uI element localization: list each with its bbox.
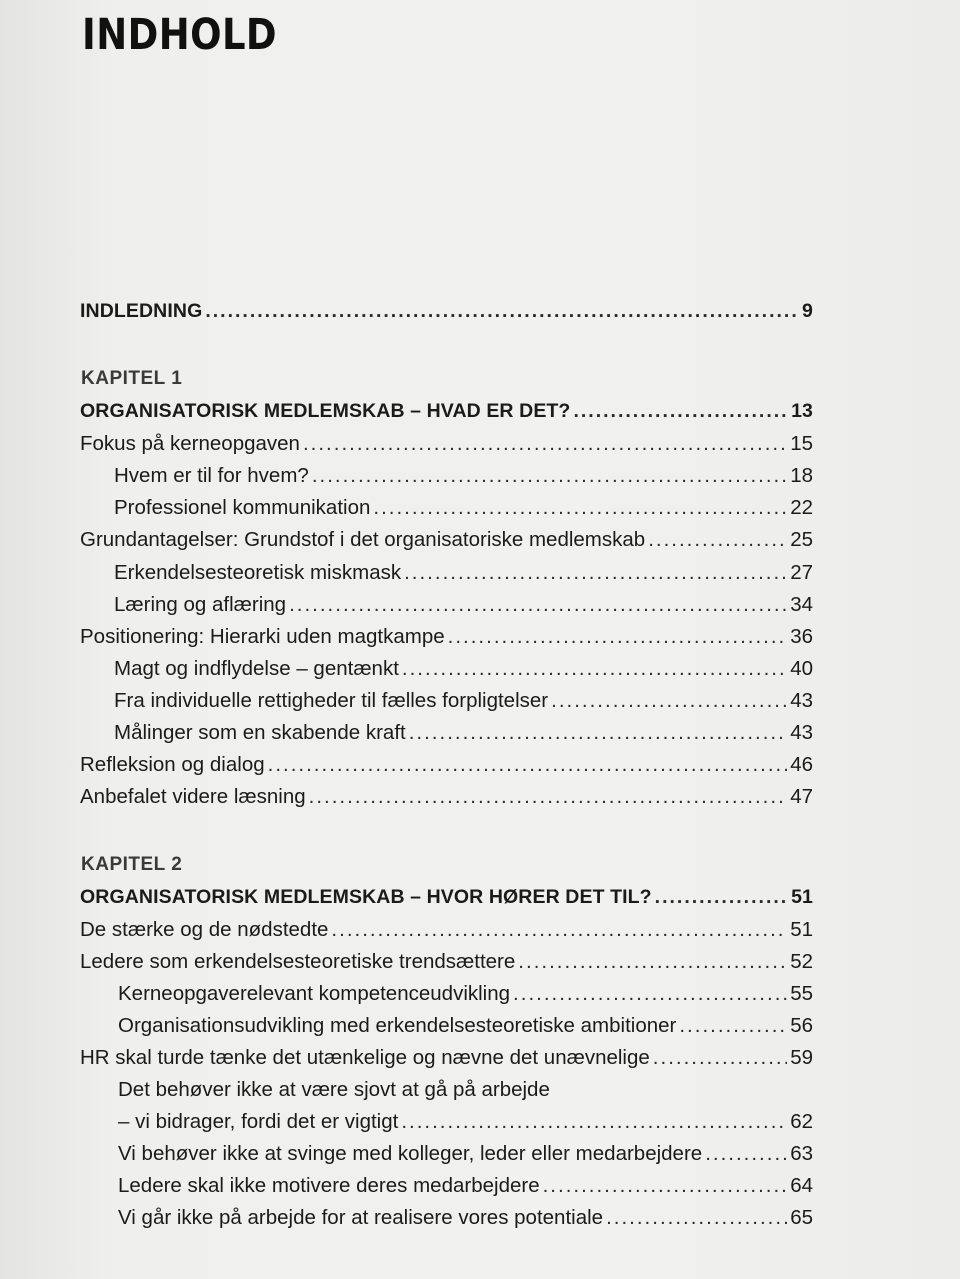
toc-entry-page: 52 xyxy=(790,950,813,973)
toc-entry-page: 46 xyxy=(790,753,813,776)
toc-entry-page: 56 xyxy=(790,1014,813,1037)
toc-entry xyxy=(114,688,813,714)
chapter-heading xyxy=(80,398,813,424)
toc-entry-page: 18 xyxy=(790,464,813,487)
toc-leader-dots xyxy=(543,1173,788,1199)
toc-entry-label: Kerneopgaverelevant kompetenceudvikling xyxy=(118,982,511,1005)
toc-entry-page: 62 xyxy=(790,1110,813,1133)
toc-leader-dots xyxy=(513,981,787,1007)
toc-leader-dots xyxy=(303,431,787,457)
toc-entry-label: De stærke og de nødstedte xyxy=(80,918,329,941)
toc-entry xyxy=(118,1141,813,1167)
toc-entry xyxy=(80,752,813,778)
toc-entry-label: Anbefalet videre læsning xyxy=(80,785,306,808)
toc-entry-label: Professionel kommunikation xyxy=(114,496,371,519)
toc-entry-label: Målinger som en skabende kraft xyxy=(114,721,406,744)
toc-leader-dots xyxy=(653,1045,787,1071)
toc-entry-page: 36 xyxy=(790,625,813,648)
toc-entry-label: Ledere skal ikke motivere deres medarbejdere xyxy=(118,1174,540,1197)
toc-entry-label: Læring og aflæring xyxy=(114,593,287,616)
toc-entry xyxy=(80,527,813,553)
toc-entry xyxy=(80,917,813,943)
toc-leader-dots xyxy=(573,398,788,424)
toc-entry-label: Erkendelsesteoretisk miskmask xyxy=(114,561,402,584)
toc-entry-page: 55 xyxy=(790,982,813,1005)
toc-entry-page: 25 xyxy=(790,528,813,551)
toc-entry xyxy=(118,981,813,1007)
toc-entry xyxy=(80,431,813,457)
toc-leader-dots xyxy=(518,949,787,975)
toc-entry-page: 27 xyxy=(790,561,813,584)
toc-entry-label: Grundantagelser: Grundstof i det organisatoriske medlemskab xyxy=(80,528,646,551)
toc-entry-page: 47 xyxy=(790,785,813,808)
toc-leader-dots xyxy=(606,1205,787,1231)
toc-entry-page: 9 xyxy=(802,300,813,322)
toc-leader-dots xyxy=(409,720,787,746)
toc-entry xyxy=(80,784,813,810)
toc-entry-label: HR skal turde tænke det utænkelige og nævne det unævnelige xyxy=(80,1046,650,1069)
toc-entry-label: INDLEDNING xyxy=(80,300,203,322)
toc-entry xyxy=(114,592,813,618)
toc-leader-dots xyxy=(268,752,788,778)
toc-entry-page: 43 xyxy=(790,721,813,744)
toc-entry-label: Refleksion og dialog xyxy=(80,753,265,776)
toc-leader-dots xyxy=(655,884,788,910)
toc-entry-page: 13 xyxy=(791,400,813,422)
toc-entry-page: 65 xyxy=(790,1206,813,1229)
toc-leader-dots xyxy=(312,463,787,489)
toc-entry-label: Vi behøver ikke at svinge med kolleger, leder eller medarbejdere xyxy=(118,1142,703,1165)
toc-entry-first-line: Det behøver ikke at være sjovt at gå på arbejde xyxy=(118,1078,550,1101)
toc-entry-page: 43 xyxy=(790,689,813,712)
toc-entry-page: 51 xyxy=(790,918,813,941)
toc-entry-page: 64 xyxy=(790,1174,813,1197)
toc-entry-label: Hvem er til for hvem? xyxy=(114,464,309,487)
toc-leader-dots xyxy=(679,1013,787,1039)
toc-entry xyxy=(80,949,813,975)
toc-entry xyxy=(114,656,813,682)
toc-entry xyxy=(118,1173,813,1199)
toc-entry xyxy=(118,1013,813,1039)
toc-entry-label: Ledere som erkendelsesteoretiske trendsættere xyxy=(80,950,516,973)
toc-leader-dots xyxy=(289,592,787,618)
toc-entry-page: 51 xyxy=(791,886,813,908)
toc-leader-dots xyxy=(404,560,787,586)
toc-entry-page: 34 xyxy=(790,593,813,616)
toc-entry-label: Magt og indflydelse – gentænkt xyxy=(114,657,399,680)
toc-entry xyxy=(114,463,813,489)
toc-entry-label: Fokus på kerneopgaven xyxy=(80,432,300,455)
toc-leader-dots xyxy=(205,298,799,324)
toc-entry-page: 15 xyxy=(790,432,813,455)
toc-entry-page: 40 xyxy=(790,657,813,680)
chapter-label: KAPITEL 2 xyxy=(81,854,183,875)
toc-entry xyxy=(80,1045,813,1071)
toc-entry xyxy=(118,1109,813,1135)
toc-leader-dots xyxy=(448,624,788,650)
toc-leader-dots xyxy=(648,527,787,553)
toc-entry-page: 59 xyxy=(790,1046,813,1069)
toc-entry xyxy=(114,560,813,586)
toc-leader-dots xyxy=(373,495,787,521)
toc-entry-label: Organisationsudvikling med erkendelsesteoretiske ambitioner xyxy=(118,1014,677,1037)
toc-entry xyxy=(118,1205,813,1231)
toc-leader-dots xyxy=(309,784,788,810)
chapter-label: KAPITEL 1 xyxy=(81,368,183,389)
toc-leader-dots xyxy=(705,1141,787,1167)
toc-entry-label: Fra individuelle rettigheder til fælles forpligtelser xyxy=(114,689,549,712)
toc-entry-label: – vi bidrager, fordi det er vigtigt xyxy=(118,1110,399,1133)
toc-leader-dots xyxy=(401,1109,787,1135)
toc-entry-label: ORGANISATORISK MEDLEMSKAB – HVOR HØRER DET TIL? xyxy=(80,886,652,908)
toc-leader-dots xyxy=(551,688,787,714)
toc-entry-page: 22 xyxy=(790,496,813,519)
toc-entry-label: ORGANISATORISK MEDLEMSKAB – HVAD ER DET? xyxy=(80,400,571,422)
toc-entry-label: Vi går ikke på arbejde for at realisere vores potentiale xyxy=(118,1206,604,1229)
toc-entry xyxy=(114,495,813,521)
toc-entry-intro xyxy=(80,298,813,324)
toc-entry-label: Positionering: Hierarki uden magtkampe xyxy=(80,625,445,648)
page-title: INDHOLD xyxy=(82,10,278,60)
chapter-heading xyxy=(80,884,813,910)
toc-leader-dots xyxy=(331,917,787,943)
toc-entry xyxy=(80,624,813,650)
toc-entry xyxy=(114,720,813,746)
toc-leader-dots xyxy=(402,656,787,682)
toc-entry-page: 63 xyxy=(790,1142,813,1165)
